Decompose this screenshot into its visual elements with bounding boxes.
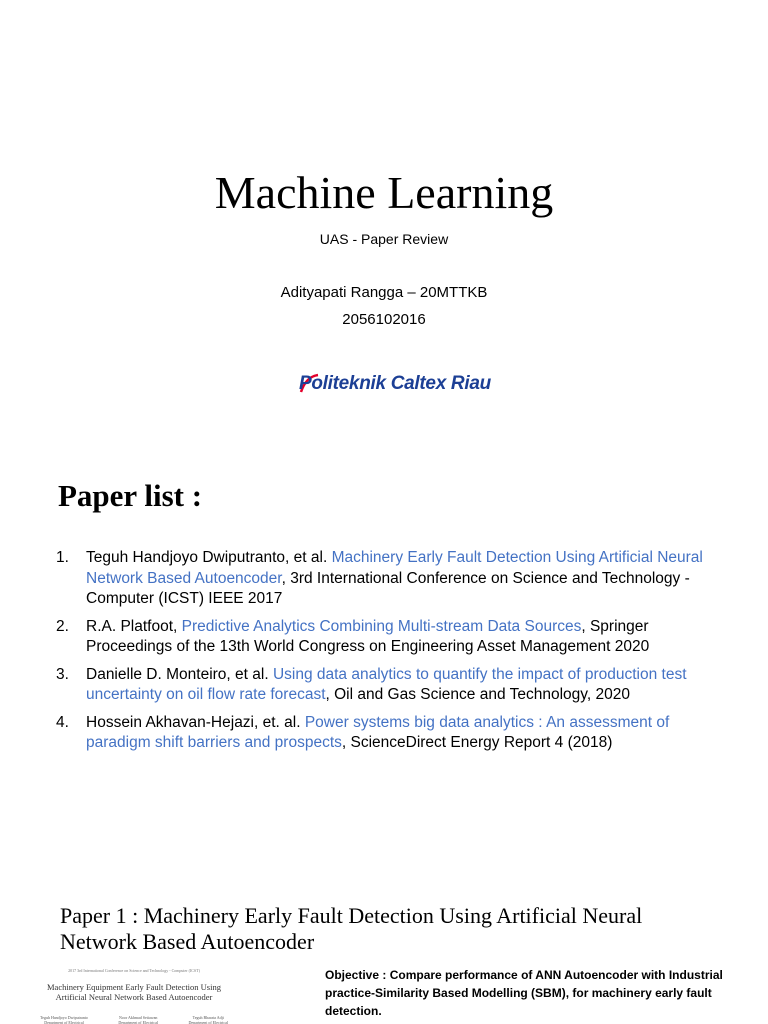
thumbnail-affiliation: Department of Electrical	[188, 1020, 228, 1024]
paper-authors: Teguh Handjoyo Dwiputranto, et al.	[86, 549, 332, 566]
objective-text	[325, 966, 725, 1020]
slide-subtitle: UAS - Paper Review	[319, 231, 449, 247]
list-item	[52, 713, 732, 754]
paper-venue: , ScienceDirect Energy Report 4 (2018)	[341, 734, 613, 751]
paper-list	[52, 548, 732, 761]
paper-authors: R.A. Platfoot,	[86, 617, 182, 635]
thumbnail-affiliation: Department of Electrical	[118, 1020, 158, 1024]
paper-title-link[interactable]: Using data analytics to quantify the impact of production test uncertainty on oil flow rate forecast	[86, 665, 687, 703]
author-name: Adityapati Rangga – 20MTTKB	[280, 284, 488, 301]
paper-venue: , Springer Proceedings of the 13th World Congress on Engineering Asset Management 2020	[86, 617, 650, 655]
thumbnail-author-name: Teguh Bharata Adji	[192, 1015, 224, 1020]
paper-authors: Hossein Akhavan-Hejazi, et. al.	[86, 713, 305, 731]
thumbnail-authors	[36, 1015, 232, 1024]
thumbnail-author	[118, 1015, 158, 1024]
list-item	[52, 665, 732, 706]
thumbnail-author-name: Noor Akhmad Setiawan	[118, 1015, 158, 1020]
thumbnail-author	[188, 1015, 228, 1024]
paper-authors: Danielle D. Monteiro, et al.	[86, 665, 273, 683]
list-number: 4.	[56, 713, 69, 731]
logo-text: Politeknik Caltex Riau	[299, 373, 491, 394]
objective-body: Compare performance of ANN Autoencoder with Industrial practice-Similarity Based Modelling (SBM), for machinery early fault detection.	[325, 968, 723, 1018]
list-item	[52, 617, 732, 658]
objective-label: Objective :	[325, 968, 387, 982]
paper-1-title: Paper 1 : Machinery Early Fault Detection Using Artificial Neural Network Based Autoencoder	[60, 903, 643, 954]
thumbnail-author	[40, 1015, 88, 1024]
paper-title-link[interactable]: Power systems big data analytics : An assessment of paradigm shift barriers and prospects	[86, 713, 670, 751]
list-number: 3.	[56, 665, 69, 683]
list-item	[52, 548, 732, 610]
thumbnail-title: Machinery Equipment Early Fault Detection Using Artificial Neural Network Based Autoencoder	[47, 982, 221, 1002]
thumbnail-affiliation: Department of Electrical	[44, 1020, 84, 1024]
paper-title-link[interactable]: Predictive Analytics Combining Multi-stream Data Sources	[181, 617, 582, 635]
slide-title: Machine Learning	[214, 167, 554, 218]
paper-title-link[interactable]: Machinery Early Fault Detection Using Artificial Neural Network Based Autoencoder	[86, 549, 703, 587]
paper-venue: , Oil and Gas Science and Technology, 2020	[325, 686, 630, 703]
student-id: 2056102016	[342, 311, 426, 328]
thumbnail-header: 2017 3rd International Conference on Science and Technology - Computer (ICST)	[68, 968, 200, 973]
paper-thumbnail	[36, 968, 232, 1024]
paper-venue: , 3rd International Conference on Science and Technology - Computer (ICST) IEEE 2017	[86, 569, 690, 607]
institution-logo	[299, 370, 491, 398]
paper-list-title: Paper list :	[58, 478, 203, 513]
list-number: 1.	[56, 549, 69, 566]
thumbnail-author-name: Teguh Handjoyo Dwiputranto	[40, 1015, 88, 1020]
list-number: 2.	[56, 617, 69, 635]
